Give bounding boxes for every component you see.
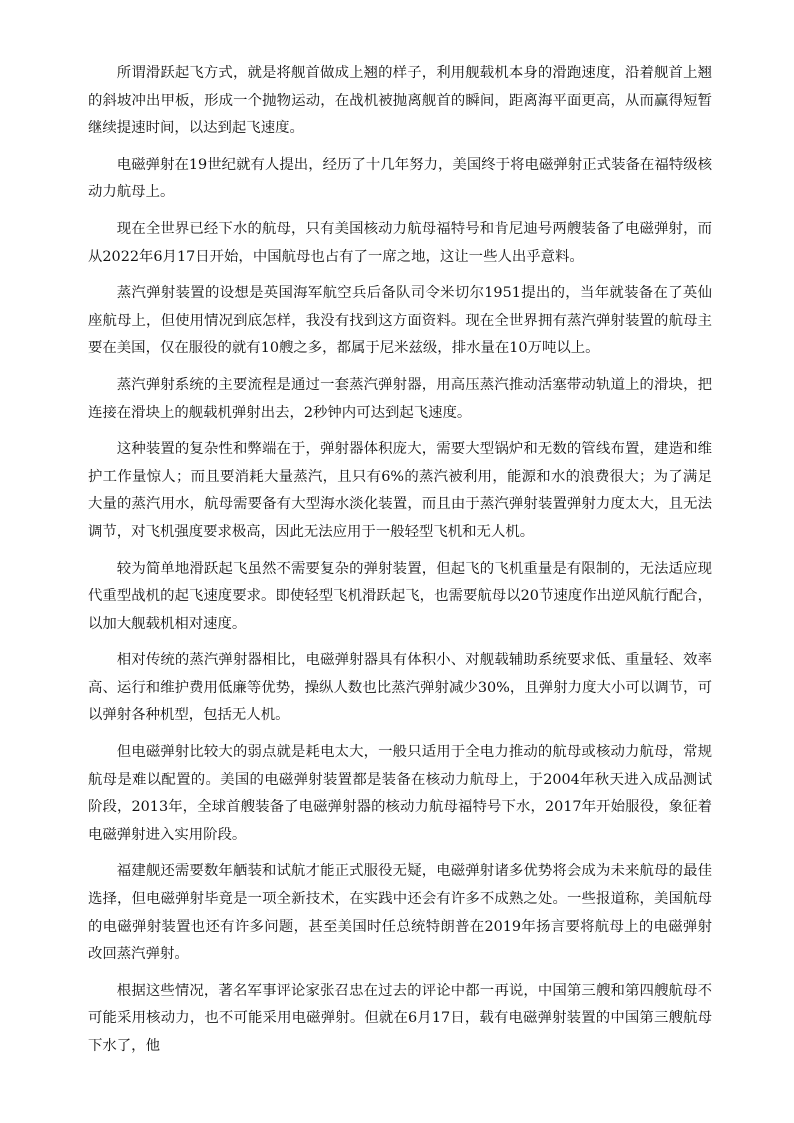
paragraph-fujian: 福建舰还需要数年舾装和试航才能正式服役无疑，电磁弹射诸多优势将会成为未来航母的最佳选择，但电磁弹射毕竟是一项全新技术，在实践中还会有许多不成熟之处。一些报道称，美国航母的电磁弹射装置也还有许多问题，甚至美国时任总统特朗普在2019年扬言要将航母上的电磁弹射改回蒸汽弹射。 — [88, 863, 712, 963]
paragraph-em-advantages: 相对传统的蒸汽弹射器相比，电磁弹射器具有体积小、对舰载辅助系统要求低、重量轻、效率高、运行和维护费用低廉等优势，操纵人数也比蒸汽弹射减少30%，且弹射力度大小可以调节，可以弹射各种机型，包括无人机。 — [88, 652, 712, 724]
paragraph-steam-origin: 蒸汽弹射装置的设想是英国海军航空兵后备队司令米切尔1951提出的，当年就装备在了英仙座航母上，但使用情况到底怎样，我没有找到这方面资料。现在全世界拥有蒸汽弹射装置的航母主要在美国，仅在服役的就有10艘之多，都属于尼米兹级，排水量在10万吨以上。 — [88, 285, 712, 357]
paragraph-ski-jump-limits: 较为简单地滑跃起飞虽然不需要复杂的弹射装置，但起飞的飞机重量是有限制的，无法适应现代重型战机的起飞速度要求。即使轻型飞机滑跃起飞，也需要航母以20节速度作出逆风航行配合，以加大舰载机相对速度。 — [88, 560, 712, 632]
paragraph-steam-process: 蒸汽弹射系统的主要流程是通过一套蒸汽弹射器，用高压蒸汽推动活塞带动轨道上的滑块，把连接在滑块上的舰载机弹射出去，2秒钟内可达到起飞速度。 — [88, 376, 712, 421]
paragraph-ski-jump: 所谓滑跃起飞方式，就是将舰首做成上翘的样子，利用舰载机本身的滑跑速度，沿着舰首上翘的斜坡冲出甲板，形成一个抛物运动，在战机被抛离舰首的瞬间，距离海平面更高，从而赢得短暂继续提速时间，以达到起飞速度。 — [88, 65, 712, 137]
paragraph-em-carriers: 现在全世界已经下水的航母，只有美国核动力航母福特号和肯尼迪号两艘装备了电磁弹射，而从2022年6月17日开始，中国航母也占有了一席之地，这让一些人出乎意料。 — [88, 220, 712, 265]
paragraph-em-history: 电磁弹射在19世纪就有人提出，经历了十几年努力，美国终于将电磁弹射正式装备在福特级核动力航母上。 — [88, 156, 712, 201]
paragraph-commentary: 根据这些情况，著名军事评论家张召忠在过去的评论中都一再说，中国第三艘和第四艘航母不可能采用核动力，也不可能采用电磁弹射。但就在6月17日，载有电磁弹射装置的中国第三艘航母下水了，他 — [88, 982, 712, 1054]
paragraph-em-weakness: 但电磁弹射比较大的弱点就是耗电太大，一般只适用于全电力推动的航母或核动力航母，常规航母是难以配置的。美国的电磁弹射装置都是装备在核动力航母上，于2004年秋天进入成品测试阶段，2013年，全球首艘装备了电磁弹射器的核动力航母福特号下水，2017年开始服役，象征着电磁弹射进入实用阶段。 — [88, 744, 712, 843]
paragraph-steam-drawbacks: 这种装置的复杂性和弊端在于，弹射器体积庞大，需要大型锅炉和无数的管线布置，建造和维护工作量惊人；而且要消耗大量蒸汽，且只有6%的蒸汽被利用，能源和水的浪费很大；为了满足大量的蒸汽用水，航母需要备有大型海水淡化装置，而且由于蒸汽弹射装置弹射力度太大，且无法调节，对飞机强度要求极高，因此无法应用于一般轻型飞机和无人机。 — [88, 441, 712, 540]
document-body — [88, 60, 712, 1070]
